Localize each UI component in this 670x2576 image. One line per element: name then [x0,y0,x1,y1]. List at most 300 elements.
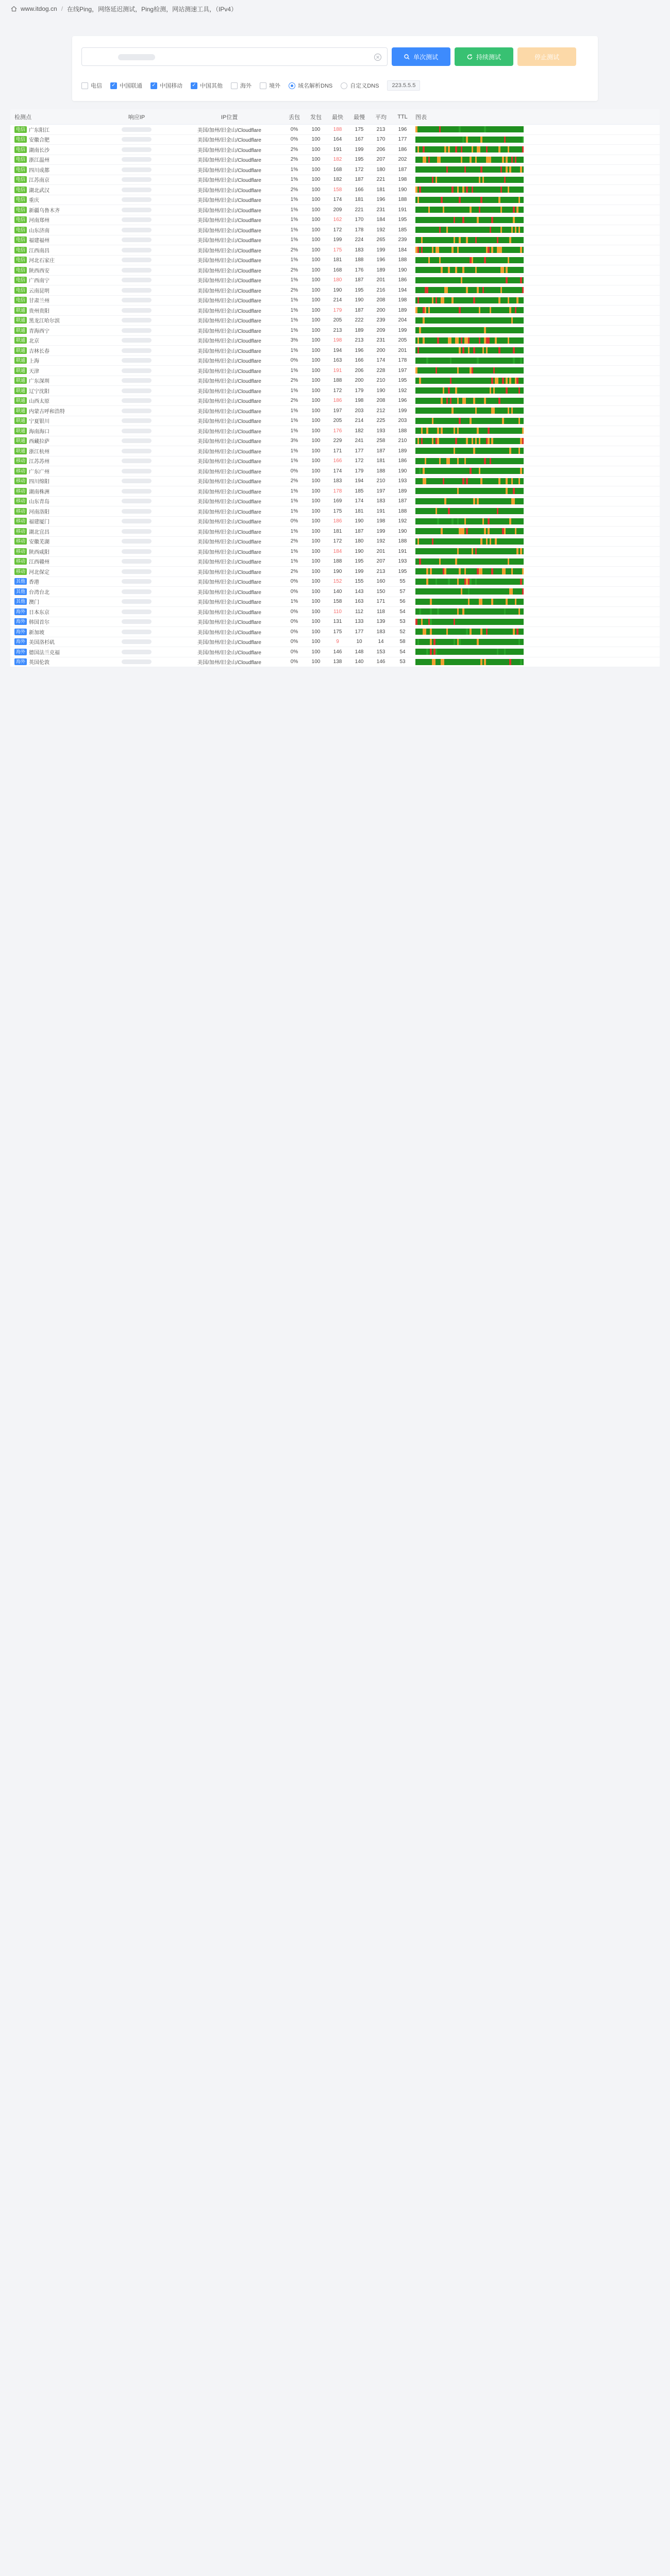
row-sent: 100 [311,619,321,625]
row-ttl: 186 [398,458,407,464]
row-avg: 208 [376,398,386,404]
table-row [10,587,660,597]
row-location: 美国/加州/旧金山/Cloudflare [197,338,261,345]
stop-test-button[interactable] [517,47,576,66]
ip-blurred [122,137,152,142]
search-field[interactable] [81,47,388,66]
isp-badge: 联通 [14,408,27,414]
ip-blurred [122,659,152,664]
table-row [10,356,660,366]
chart-bar [522,177,524,183]
table-row [10,256,660,266]
table-row [10,446,660,456]
row-min: 176 [333,428,342,434]
table-row [10,396,660,406]
row-ttl: 193 [398,478,407,484]
row-avg: 197 [376,488,386,494]
row-chart [413,297,526,303]
site-name: 澳门 [29,600,40,606]
row-site [10,638,98,646]
site-name: 青海西宁 [29,328,50,334]
ip-blurred [122,579,152,584]
checkbox-abroad[interactable] [260,82,266,89]
row-avg: 201 [376,548,386,554]
row-ip [98,448,175,454]
row-sent: 100 [311,337,321,344]
row-site [10,557,98,565]
row-ttl: 195 [398,217,407,223]
breadcrumb-site[interactable]: www.itdog.cn [21,5,57,12]
row-max: 155 [355,579,364,585]
row-ip [98,538,175,544]
row-sent: 100 [311,157,321,163]
row-min: 131 [333,619,342,625]
isp-badge: 电信 [14,236,27,243]
table-row [10,145,660,155]
row-avg: 200 [376,307,386,313]
row-sent: 100 [311,458,321,464]
row-chart [413,146,526,152]
ip-blurred [122,429,152,433]
row-sent: 100 [311,649,321,655]
ip-blurred [122,599,152,604]
row-max: 177 [355,629,364,635]
isp-badge: 电信 [14,176,27,183]
row-chart [413,287,526,293]
row-ip [98,488,175,494]
row-loss: 0% [290,126,298,132]
row-site [10,467,98,475]
row-chart [413,327,526,333]
row-location: 美国/加州/旧金山/Cloudflare [197,409,261,415]
isp-badge: 移动 [14,548,27,555]
single-test-button[interactable] [392,47,450,66]
row-min: 146 [333,649,342,655]
site-name: 美国洛杉矶 [29,640,55,646]
chart-bar [522,568,524,574]
row-ttl: 188 [398,197,407,203]
row-chart [413,599,526,605]
filter-overseas[interactable]: 海外 [231,81,252,90]
row-sent: 100 [311,438,321,444]
row-min: 174 [333,197,342,203]
header-ip[interactable]: 响应IP [128,114,145,121]
table-row [10,567,660,577]
row-site [10,176,98,183]
row-site [10,135,98,143]
row-location: 美国/加州/旧金山/Cloudflare [197,609,261,616]
row-avg: 213 [376,568,386,574]
row-sent: 100 [311,207,321,213]
table-row [10,527,660,537]
filter-other[interactable]: ✓ 中国其他 [191,81,223,90]
row-location: 美国/加州/旧金山/Cloudflare [197,368,261,375]
row-loss: 2% [290,568,298,574]
row-sent: 100 [311,428,321,434]
row-avg: 189 [376,267,386,273]
continuous-test-button[interactable] [455,47,513,66]
row-sent: 100 [311,247,321,253]
row-site [10,166,98,174]
row-sent: 100 [311,126,321,132]
chart-bar [522,428,524,434]
row-chart [413,137,526,143]
checkbox-other[interactable]: ✓ [191,82,197,89]
row-ip [98,558,175,564]
search-blurred-text [118,54,155,60]
row-max: 181 [355,508,364,514]
checkbox-unicom[interactable]: ✓ [110,82,117,89]
chart-bar [522,378,524,384]
home-icon[interactable] [10,5,18,12]
row-location: 美国/加州/旧金山/Cloudflare [197,388,261,395]
chart-bar [522,207,524,213]
row-location: 美国/加州/旧金山/Cloudflare [197,630,261,636]
dns-radio[interactable]: 域名解析DNS [289,81,332,90]
table-row [10,466,660,477]
ip-blurred [122,650,152,654]
row-max: 181 [355,197,364,203]
row-sent: 100 [311,367,321,374]
row-ip [98,207,175,213]
row-ttl: 188 [398,257,407,263]
chart-bar [522,548,524,554]
row-ip [98,418,175,423]
row-ttl: 188 [398,508,407,514]
ip-blurred [122,619,152,624]
row-location: 美国/加州/旧金山/Cloudflare [197,469,261,475]
isp-badge: 其他 [14,598,27,605]
row-site [10,437,98,445]
row-ttl: 186 [398,146,407,152]
chart-bar [522,498,524,504]
site-name: 福建福州 [29,238,50,244]
chart-bar [522,157,524,163]
row-max: 195 [355,287,364,293]
row-loss: 3% [290,438,298,444]
row-min: 9 [336,639,339,645]
row-location: 美国/加州/旧金山/Cloudflare [197,379,261,385]
row-sent: 100 [311,146,321,152]
row-ttl: 210 [398,438,407,444]
row-site [10,186,98,194]
site-name: 湖北宜昌 [29,529,50,535]
row-chart [413,207,526,213]
ip-blurred [122,188,152,192]
row-max: 198 [355,398,364,404]
row-max: 199 [355,146,364,152]
row-max: 221 [355,207,364,213]
header-sent[interactable]: 发包 [310,114,322,121]
checkbox-mobile[interactable]: ✓ [150,82,157,89]
ip-blurred [122,318,152,323]
ip-blurred [122,268,152,273]
row-site [10,477,98,485]
row-site [10,246,98,254]
site-name: 河北保定 [29,569,50,575]
radio-dns[interactable] [289,82,295,89]
row-avg: 139 [376,619,386,625]
isp-badge: 电信 [14,196,27,203]
header-ttl[interactable]: TTL [397,113,408,120]
table-row [10,547,660,557]
site-name: 吉林长春 [29,348,50,354]
site-name: 陕西咸阳 [29,549,50,555]
row-chart [413,418,526,424]
ip-blurred [122,630,152,634]
header-avg[interactable]: 平均 [375,114,387,121]
header-min[interactable]: 最快 [332,114,343,121]
row-max: 172 [355,458,364,464]
row-ttl: 198 [398,177,407,183]
row-location: 美国/加州/旧金山/Cloudflare [197,660,261,666]
row-loss: 1% [290,217,298,223]
checkbox-telecom[interactable] [81,82,88,89]
row-site [10,196,98,204]
row-location: 美国/加州/旧金山/Cloudflare [197,278,261,284]
row-avg: 190 [376,387,386,394]
row-avg: 209 [376,327,386,333]
row-max: 148 [355,649,364,655]
isp-badge: 电信 [14,207,27,213]
row-ttl: 189 [398,488,407,494]
row-sent: 100 [311,327,321,333]
site-name: 江西南昌 [29,248,50,254]
row-ttl: 55 [399,579,406,585]
row-chart [413,568,526,574]
row-sent: 100 [311,538,321,545]
header-loss[interactable]: 丢包 [289,114,300,121]
row-max: 170 [355,217,364,223]
ip-blurred [122,288,152,293]
row-avg: 193 [376,428,386,434]
row-site [10,417,98,425]
row-loss: 1% [290,227,298,233]
ip-blurred [122,238,152,242]
table-row [10,607,660,617]
row-avg: 184 [376,217,386,223]
row-avg: 221 [376,177,386,183]
row-ip [98,438,175,444]
row-ip [98,579,175,584]
chart-bar [522,227,524,233]
row-chart [413,659,526,665]
row-location: 美国/加州/旧金山/Cloudflare [197,238,261,244]
isp-badge: 电信 [14,257,27,263]
row-max: 224 [355,237,364,243]
row-ip [98,478,175,484]
row-site [10,537,98,545]
isp-badge: 移动 [14,558,27,565]
chart-bar [522,528,524,534]
site-name: 江苏苏州 [29,459,50,465]
row-min: 172 [333,538,342,545]
ip-blurred [122,539,152,544]
row-loss: 0% [290,468,298,474]
row-avg: 183 [376,629,386,635]
chart-bar [522,599,524,605]
isp-badge: 移动 [14,478,27,484]
row-max: 206 [355,367,364,374]
filter-unicom[interactable]: ✓ 中国联通 [110,81,142,90]
row-min: 183 [333,478,342,484]
row-sent: 100 [311,187,321,193]
row-min: 158 [333,599,342,605]
site-name: 广西南宁 [29,278,50,284]
row-location: 美国/加州/旧金山/Cloudflare [197,298,261,304]
row-avg: 181 [376,187,386,193]
header-location[interactable]: IP位置 [221,114,238,121]
dns-server-field[interactable]: 223.5.5.5 [387,80,420,91]
row-avg: 181 [376,458,386,464]
chart-bar [522,367,524,374]
row-site [10,548,98,555]
row-loss: 0% [290,659,298,665]
row-ip [98,509,175,514]
isp-badge: 电信 [14,146,27,153]
row-location: 美国/加州/旧金山/Cloudflare [197,258,261,264]
row-loss: 0% [290,608,298,615]
row-sent: 100 [311,579,321,585]
row-avg: 210 [376,478,386,484]
row-avg: 225 [376,418,386,424]
row-avg: 265 [376,237,386,243]
row-chart [413,428,526,434]
filter-telecom[interactable]: 电信 [81,81,102,90]
site-name: 新加坡 [29,630,45,636]
isp-badge: 其他 [14,578,27,585]
row-sent: 100 [311,237,321,243]
ip-blurred [122,438,152,443]
row-ttl: 197 [398,367,407,374]
table-row [10,155,660,165]
isp-badge: 联通 [14,387,27,394]
row-min: 180 [333,277,342,283]
site-name: 台湾台北 [29,589,50,596]
header-site[interactable]: 检测点 [14,114,31,121]
filter-abroad[interactable]: 境外 [260,81,280,90]
isp-badge: 联通 [14,307,27,314]
row-location: 美国/加州/旧金山/Cloudflare [197,348,261,354]
row-site [10,357,98,364]
chart-bar [522,468,524,474]
chart-bar [522,257,524,263]
row-sent: 100 [311,488,321,494]
row-location: 美国/加州/旧金山/Cloudflare [197,429,261,435]
filter-mobile[interactable]: ✓ 中国移动 [150,81,182,90]
table-row [10,517,660,527]
row-min: 175 [333,629,342,635]
row-sent: 100 [311,217,321,223]
checkbox-overseas[interactable] [231,82,238,89]
row-min: 172 [333,227,342,233]
site-name: 北京 [29,338,40,345]
table-row [10,215,660,226]
row-sent: 100 [311,448,321,454]
row-ttl: 193 [398,558,407,565]
row-sent: 100 [311,137,321,143]
table-row [10,537,660,547]
row-sent: 100 [311,378,321,384]
row-location: 美国/加州/旧金山/Cloudflare [197,138,261,144]
row-chart [413,197,526,203]
row-avg: 199 [376,247,386,253]
row-ip [98,498,175,504]
table-row [10,497,660,507]
row-chart [413,588,526,595]
chart-bar [522,408,524,414]
radio-custom-dns[interactable] [341,82,347,89]
site-name: 日本东京 [29,609,50,616]
row-avg: 118 [377,608,385,615]
clear-icon[interactable] [374,53,382,61]
row-sent: 100 [311,166,321,173]
row-avg: 14 [378,639,384,645]
row-max: 241 [355,438,364,444]
row-ip [98,277,175,283]
row-site [10,266,98,274]
row-loss: 1% [290,277,298,283]
row-site [10,618,98,625]
site-name: 安徽合肥 [29,138,50,144]
custom-dns-radio[interactable]: 自定义DNS [341,81,379,90]
ip-blurred [122,559,152,564]
row-ip [98,388,175,394]
row-location: 美国/加州/旧金山/Cloudflare [197,158,261,164]
table-row [10,165,660,175]
site-name: 山东青岛 [29,499,50,505]
row-ip [98,569,175,574]
row-ip [98,257,175,263]
site-name: 四川绵阳 [29,479,50,485]
table-row [10,276,660,286]
row-chart [413,257,526,263]
row-site [10,407,98,415]
isp-badge: 其他 [14,588,27,595]
row-ttl: 192 [398,387,407,394]
isp-badge: 移动 [14,568,27,575]
row-sent: 100 [311,599,321,605]
row-loss: 2% [290,398,298,404]
row-avg: 196 [376,197,386,203]
ip-blurred [122,469,152,473]
chart-bar [522,358,524,364]
chart-bar [522,247,524,253]
row-chart [413,317,526,324]
row-avg: 201 [376,277,386,283]
table-row [10,617,660,628]
row-chart [413,277,526,283]
row-loss: 1% [290,488,298,494]
isp-badge: 移动 [14,468,27,474]
isp-badge: 海外 [14,638,27,645]
refresh-icon [467,54,473,60]
row-loss: 0% [290,639,298,645]
row-avg: 228 [376,367,386,374]
isp-badge: 联通 [14,357,27,364]
row-min: 175 [333,247,342,253]
row-max: 10 [356,639,362,645]
chart-bar [522,317,524,324]
stop-test-label: 停止测试 [534,53,559,61]
row-ip [98,639,175,645]
row-ttl: 204 [398,317,407,324]
row-max: 194 [355,478,364,484]
header-max[interactable]: 最慢 [354,114,365,121]
row-avg: 153 [376,649,386,655]
row-ttl: 186 [398,277,407,283]
row-avg: 258 [376,438,386,444]
